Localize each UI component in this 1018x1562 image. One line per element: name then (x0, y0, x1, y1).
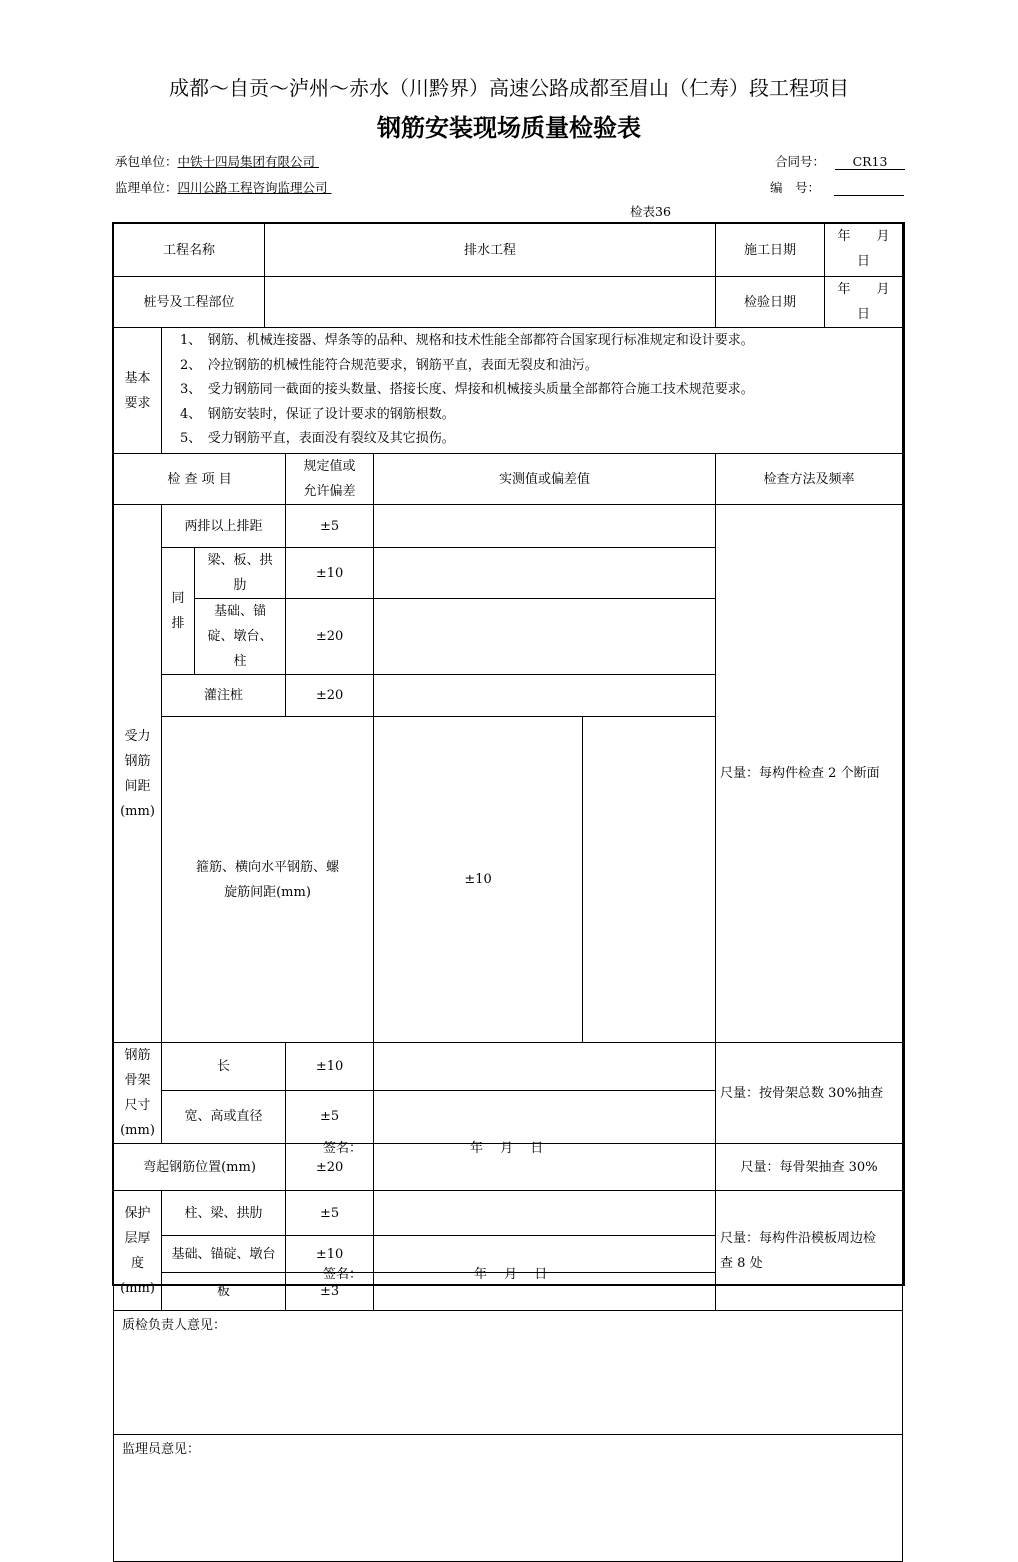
bent-bar-method: 尺量：每骨架抽查 30% (716, 1144, 903, 1191)
page-title: 钢筋安装现场质量检验表 (377, 113, 641, 142)
basic-req-item: 2、 冷拉钢筋的机械性能符合规范要求，钢筋平直，表面无裂皮和油污。 (180, 357, 598, 373)
cage-width-item: 宽、高或直径 (162, 1090, 286, 1143)
two-rows-tol: ±5 (286, 505, 374, 548)
force-bar-group: 受力 钢筋 间距 (mm) (114, 505, 162, 1043)
cover-group: 保护 层厚 度 (mm) (114, 1191, 162, 1311)
qc-sign-label: 签名： (323, 1141, 363, 1156)
pile-tol: ±20 (286, 675, 374, 717)
col-method-header: 检查方法及频率 (716, 454, 903, 505)
col-spec-header: 规定值或 允许偏差 (286, 454, 374, 505)
measured-cell[interactable] (374, 1191, 716, 1236)
project-name-value: 排水工程 (265, 224, 716, 277)
cage-length-tol: ±10 (286, 1043, 374, 1091)
cover-slab-item: 板 (162, 1273, 286, 1311)
project-name-label: 工程名称 (114, 224, 265, 277)
inspect-date-label: 检验日期 (716, 277, 825, 328)
cover-foundation-tol: ±10 (286, 1236, 374, 1273)
basic-req-item: 3、 受力钢筋同一截面的接头数量、搭接长度、焊接和机械接头质量全部都符合施工技术规范要求。 (180, 382, 754, 398)
supervisor-opinion-box[interactable] (114, 1435, 903, 1562)
build-date-value: 年 月 日 (825, 224, 903, 277)
supervisor-line (115, 178, 332, 196)
cage-method: 尺量：按骨架总数 30%抽查 (716, 1043, 903, 1144)
basic-req-item: 1、 钢筋、机械连接器、焊条等的品种、规格和技术性能全部都符合国家现行标准规定和设计要求。 (180, 333, 754, 349)
cage-group: 钢筋 骨架 尺寸 (mm) (114, 1043, 162, 1144)
qc-sign-date: 年 月 日 (470, 1141, 544, 1156)
cover-foundation-item: 基础、锚碇、墩台 (162, 1236, 286, 1273)
beam-item: 梁、板、拱 肋 (195, 548, 286, 599)
serial-line (770, 178, 904, 196)
measured-cell[interactable] (374, 1090, 716, 1143)
measured-cell[interactable] (374, 1144, 716, 1191)
supervisor-sign-date: 年 月 日 (474, 1267, 548, 1282)
same-row-group: 同 排 (162, 548, 195, 675)
cage-length-item: 长 (162, 1043, 286, 1091)
measured-cell[interactable] (374, 1043, 716, 1091)
supervisor-value: 四川公路工程咨询监理公司 (177, 180, 328, 195)
cover-method: 尺量：每构件沿模板周边检 查 8 处 (716, 1191, 903, 1311)
measured-cell[interactable] (374, 675, 716, 717)
contract-no-line (775, 152, 905, 170)
col-measured-header: 实测值或偏差值 (374, 454, 716, 505)
bent-bar-item: 弯起钢筋位置(mm) (114, 1144, 286, 1191)
contract-no-value: CR13 (835, 154, 905, 170)
basic-req-item: 4、 钢筋安装时，保证了设计要求的钢筋根数。 (180, 406, 455, 422)
main-table (113, 223, 916, 1562)
serial-value (834, 180, 904, 196)
station-label: 桩号及工程部位 (114, 277, 265, 328)
contractor-line (115, 152, 319, 170)
col-item-header: 检 查 项 目 (114, 454, 286, 505)
build-date-label: 施工日期 (716, 224, 825, 277)
contract-no-label: 合同号： (775, 154, 826, 169)
beam-tol: ±10 (286, 548, 374, 599)
contractor-label: 承包单位： (115, 154, 178, 169)
measured-cell[interactable] (374, 548, 716, 599)
measured-cell[interactable] (374, 599, 716, 675)
basic-req-item: 5、 受力钢筋平直，表面没有裂纹及其它损伤。 (180, 431, 455, 447)
force-method: 尺量：每构件检查 2 个断面 (716, 505, 903, 1043)
bent-bar-tol: ±20 (286, 1144, 374, 1191)
qc-opinion-label: 质检负责人意见： (122, 1318, 227, 1333)
form-number: 检表36 (630, 204, 671, 219)
basic-req-label: 基本 要求 (114, 328, 162, 454)
supervisor-label: 监理单位： (115, 180, 178, 195)
project-title: 成都～自贡～泸州～赤水（川黔界）高速公路成都至眉山（仁寿）段工程项目 (169, 76, 849, 100)
cage-width-tol: ±5 (286, 1090, 374, 1143)
pile-item: 灌注桩 (162, 675, 286, 717)
foundation-tol: ±20 (286, 599, 374, 675)
measured-cell[interactable] (374, 505, 716, 548)
cover-column-tol: ±5 (286, 1191, 374, 1236)
supervisor-sign-label: 签名： (323, 1267, 363, 1282)
inspect-date-value[interactable]: 年 月 日 (825, 277, 903, 328)
supervisor-opinion-label: 监理员意见： (122, 1442, 201, 1457)
two-rows-item: 两排以上排距 (162, 505, 286, 548)
stirrup-tol: ±10 (374, 717, 583, 1043)
cover-slab-tol: ±3 (286, 1273, 374, 1311)
qc-opinion-box[interactable] (114, 1311, 903, 1435)
cover-column-item: 柱、梁、拱肋 (162, 1191, 286, 1236)
basic-req-list (162, 328, 903, 454)
contractor-value: 中铁十四局集团有限公司 (177, 154, 316, 169)
stirrup-item: 箍筋、横向水平钢筋、螺 旋筋间距(mm) (162, 717, 374, 1043)
foundation-item: 基础、锚 碇、墩台、 柱 (195, 599, 286, 675)
serial-label: 编 号： (770, 180, 821, 195)
station-value[interactable] (265, 277, 716, 328)
